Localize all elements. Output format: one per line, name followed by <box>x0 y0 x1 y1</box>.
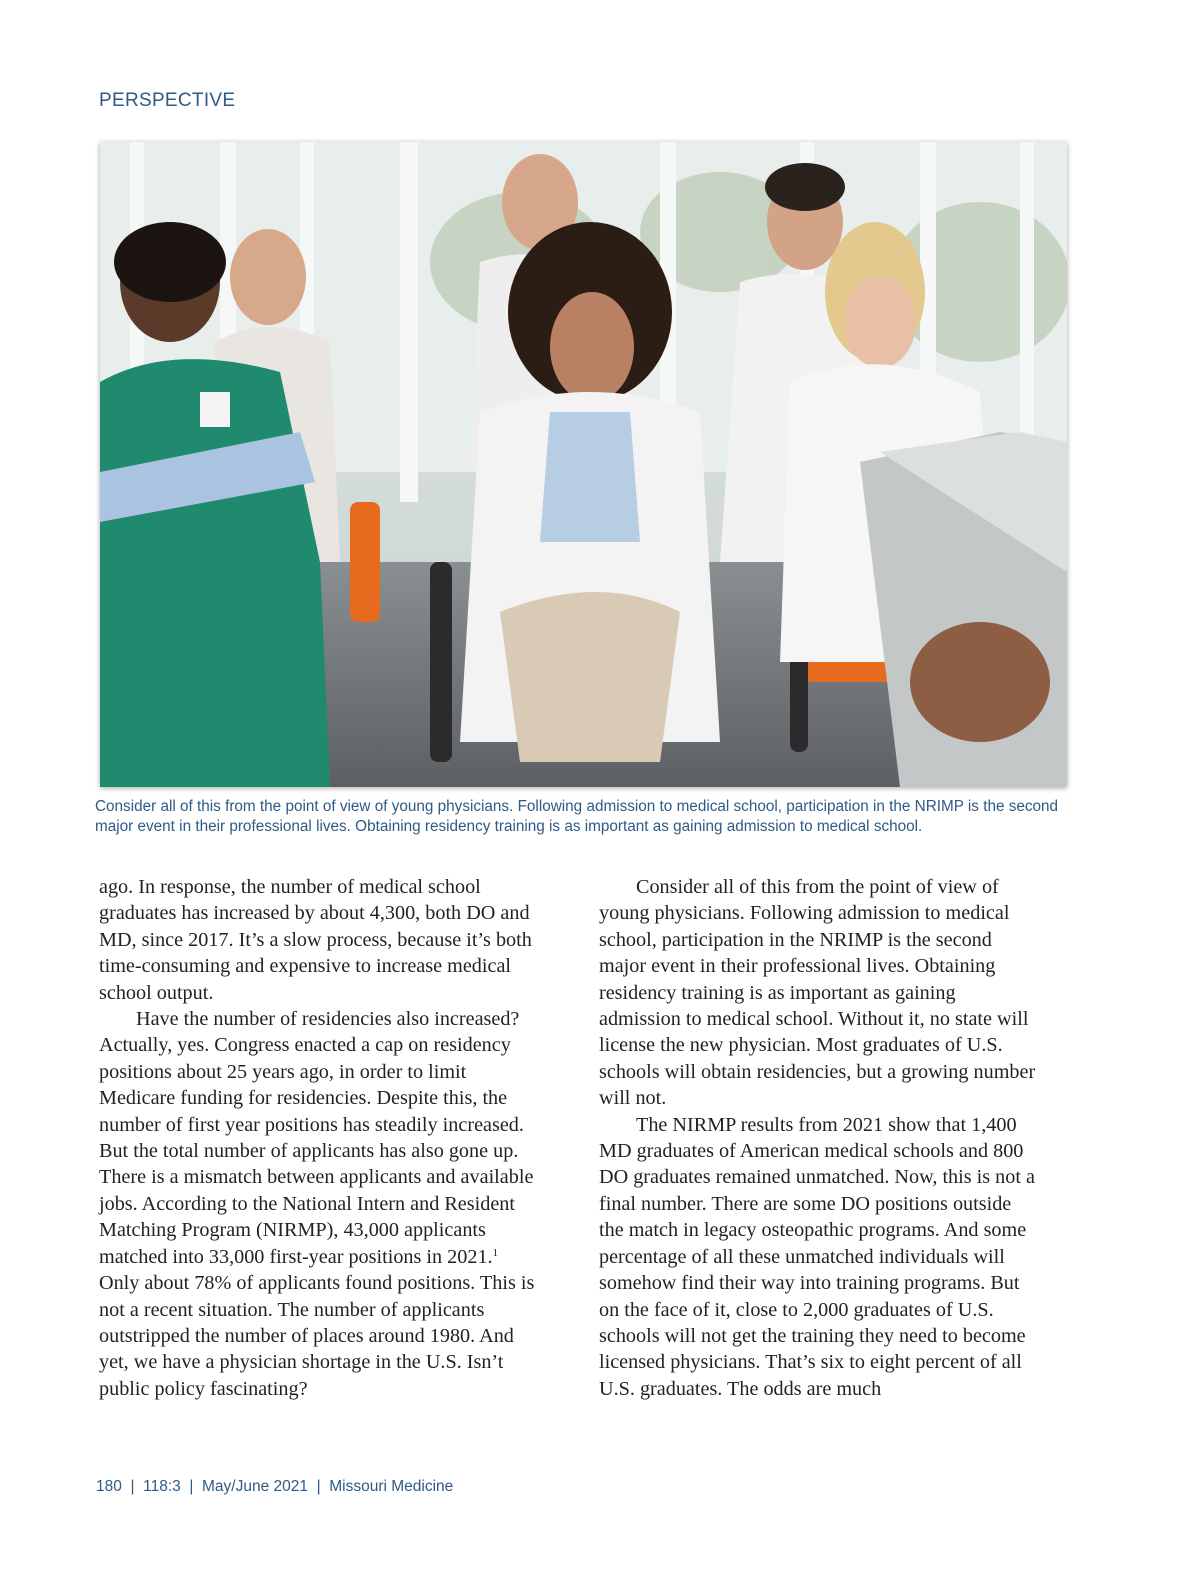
left-paragraph-2-text-b: Only about 78% of applicants found positions. This is not a recent situation. The number of applicants outstripped the number of places around 1980. And yet, we have a physician shortage in the U.S. Isn’t public policy fascinating? <box>99 1272 535 1400</box>
page-footer: 180 | 118:3 | May/June 2021 | Missouri Medicine <box>96 1478 454 1495</box>
left-paragraph-2-text-a: Have the number of residencies also increased? Actually, yes. Congress enacted a cap on residency positions about 25 years ago, in order to limit Medicare funding for residencies. Despite this, the number of first year positions has steadily increased. But the total number of applicants has also gone up. There is a mismatch between applicants and available jobs. According to the National Intern and Resident Matching Program (NIRMP), 43,000 applicants matched into 33,000 first-year positions in 2021. <box>99 1008 534 1268</box>
right-column <box>599 874 1039 1402</box>
right-paragraph-2: The NIRMP results from 2021 show that 1,400 MD graduates of American medical schools and 800 DO graduates remained unmatched. Now, this is not a final number. There are some DO positions outside the match in legacy osteopathic programs. And some percentage of all these unmatched individuals will somehow find their way into training programs. But on the face of it, close to 2,000 graduates of U.S. schools will not get the training they need to become licensed physicians. That’s six to eight percent of all U.S. graduates. The odds are much <box>599 1113 1035 1400</box>
lecture-audience-photo-icon <box>100 142 1067 787</box>
reference-superscript: 1 <box>492 1246 499 1259</box>
article-photo <box>100 142 1067 787</box>
right-paragraph-1: Consider all of this from the point of view of young physicians. Following admission to medical school, participation in the NRIMP is the second major event in their professional lives. Obtaining residency training is as important as gaining admission to medical school. Without it, no state will license the new physician. Most graduates of U.S. schools will obtain residencies, but a growing number will not. <box>599 876 1036 1110</box>
left-paragraph-1: ago. In response, the number of medical school graduates has increased by about 4,300, both DO and MD, since 2017. It’s a slow process, because it’s both time-consuming and expensive to increase medical school output. <box>99 876 532 1004</box>
left-paragraph-2 <box>99 1006 539 1402</box>
photo-caption: Consider all of this from the point of view of young physicians. Following admission to medical school, participation in the NRIMP is the second major event in their professional lives. Obtaining residency training is as important as gaining admission to medical school. <box>95 798 1059 835</box>
section-label: PERSPECTIVE <box>99 90 236 111</box>
left-column <box>99 874 539 1402</box>
